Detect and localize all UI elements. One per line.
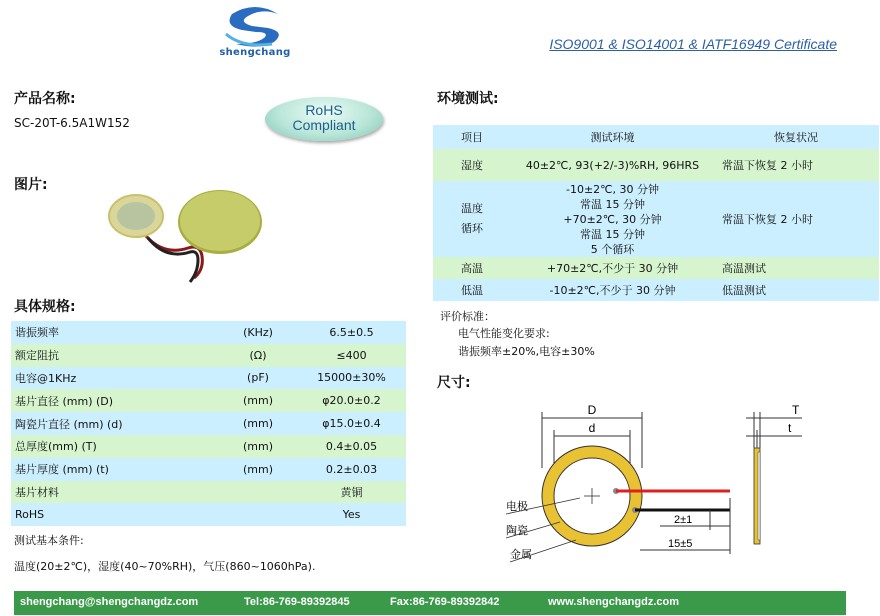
table-row — [433, 279, 879, 301]
env-cond-line: +70±2℃, 30 分钟 — [563, 212, 662, 226]
env-recovery: 低温测试 — [722, 284, 766, 297]
spec-name: RoHS — [15, 508, 45, 522]
product-model: SC-20T-6.5A1W152 — [14, 116, 130, 130]
spec-value: 15000±30% — [317, 371, 386, 385]
footer-bar — [14, 591, 846, 615]
table-row — [11, 412, 406, 435]
label-lead-gap: 2±1 — [674, 514, 693, 526]
dims-heading: 尺寸: — [437, 375, 471, 391]
test-conditions: 温度(20±2℃)，湿度(40~70%RH)，气压(860~1060hPa). — [14, 560, 316, 573]
table-row — [433, 149, 879, 181]
table-row — [11, 389, 406, 412]
env-item: 低温 — [461, 284, 483, 297]
footer-email[interactable]: shengchang@shengchangdz.com — [20, 596, 199, 608]
test-conditions-title: 测试基本条件: — [14, 534, 84, 547]
table-row — [433, 125, 879, 149]
spec-name: 陶瓷片直径 (mm) (d) — [15, 417, 123, 431]
spec-value: ≤400 — [336, 348, 367, 362]
spec-name: 基片材料 — [15, 485, 59, 499]
label-D: D — [587, 403, 597, 417]
spec-value: φ20.0±0.2 — [322, 394, 381, 408]
spec-unit: (KHz) — [243, 325, 273, 339]
rohs-badge — [265, 97, 383, 141]
label-d: d — [588, 421, 596, 435]
spec-name: 基片直径 (mm) (D) — [15, 394, 114, 408]
spec-unit: (pF) — [247, 371, 269, 385]
spec-unit: (mm) — [242, 462, 273, 476]
table-row — [433, 257, 879, 279]
eval-line1: 电气性能变化要求: — [458, 327, 550, 340]
table-row — [11, 344, 406, 367]
env-recovery: 常温下恢复 2 小时 — [722, 159, 813, 172]
env-cond-line: 5 个循环 — [590, 242, 635, 256]
product-name-heading: 产品名称: — [14, 91, 76, 107]
env-cond — [511, 181, 714, 257]
rohs-label: RoHS — [305, 102, 343, 118]
label-t: t — [788, 421, 792, 435]
env-recovery: 高温测试 — [722, 262, 766, 275]
table-row — [11, 458, 406, 481]
env-header-cond: 测试环境 — [590, 131, 635, 144]
label-metal: 金属 — [510, 548, 532, 561]
brand-name: shengchang — [219, 47, 291, 58]
env-header-recovery: 恢复状况 — [774, 131, 818, 144]
env-cond: 40±2℃, 93(+2/-3)%RH, 96HRS — [525, 158, 700, 172]
table-row — [11, 321, 406, 344]
spec-table — [11, 321, 406, 526]
eval-title: 评价标准： — [440, 310, 495, 323]
label-ceramic: 陶瓷 — [506, 524, 528, 537]
certificate-text: ISO9001 & ISO14001 & IATF16949 Certificate — [549, 36, 837, 52]
table-row — [11, 503, 406, 526]
table-row — [11, 481, 406, 504]
env-table — [433, 125, 879, 301]
spec-name: 电容@1KHz — [15, 371, 77, 385]
spec-unit: (Ω) — [249, 348, 267, 362]
spec-name: 总厚度(mm) (T) — [15, 440, 97, 454]
env-heading: 环境测试: — [437, 91, 499, 107]
spec-value: 6.5±0.5 — [329, 325, 374, 339]
spec-name: 额定阻抗 — [15, 349, 59, 363]
footer-website[interactable]: www.shengchangdz.com — [548, 596, 679, 608]
env-item-line: 温度 — [461, 202, 483, 215]
footer-tel: Tel:86-769-89392845 — [244, 596, 350, 608]
table-row — [11, 435, 406, 458]
product-photo — [104, 186, 264, 286]
env-item: 湿度 — [461, 159, 483, 172]
env-cond: +70±2℃,不少于 30 分钟 — [546, 262, 679, 275]
dimension-drawing — [500, 398, 820, 568]
label-lead-length: 15±5 — [668, 538, 693, 550]
table-row — [11, 367, 406, 390]
spec-value: Yes — [342, 508, 361, 522]
env-recovery: 常温下恢复 2 小时 — [722, 213, 813, 226]
spec-value: φ15.0±0.4 — [322, 417, 381, 431]
label-electrode: 电极 — [506, 500, 528, 513]
spec-unit — [219, 503, 297, 526]
env-cond: -10±2℃,不少于 30 分钟 — [549, 284, 676, 297]
env-item-line: 循环 — [461, 222, 483, 235]
env-cond-line: 常温 15 分钟 — [580, 227, 645, 241]
env-cond-line: -10±2℃, 30 分钟 — [565, 182, 660, 196]
env-cond-line: 常温 15 分钟 — [580, 197, 645, 211]
env-header-item: 项目 — [461, 131, 483, 144]
spec-name: 谐振频率 — [15, 326, 59, 340]
spec-unit: (mm) — [242, 417, 273, 431]
spec-unit: (mm) — [242, 439, 273, 453]
spec-value: 黄铜 — [340, 485, 363, 499]
spec-heading: 具体规格: — [14, 299, 76, 315]
spec-name: 基片厚度 (mm) (t) — [15, 463, 109, 477]
label-T: T — [792, 403, 800, 417]
picture-heading: 图片: — [14, 177, 48, 193]
spec-unit: (mm) — [242, 394, 273, 408]
rohs-compliant-label: Compliant — [292, 117, 356, 133]
table-row — [433, 181, 879, 257]
spec-value: 0.4±0.05 — [325, 439, 378, 453]
env-item: 高温 — [461, 262, 483, 275]
spec-unit — [219, 481, 297, 504]
spec-value: 0.2±0.03 — [325, 462, 378, 476]
env-item — [433, 181, 511, 257]
eval-line2: 谐振频率±20%,电容±30% — [458, 345, 595, 358]
footer-fax: Fax:86-769-89392842 — [390, 596, 500, 608]
